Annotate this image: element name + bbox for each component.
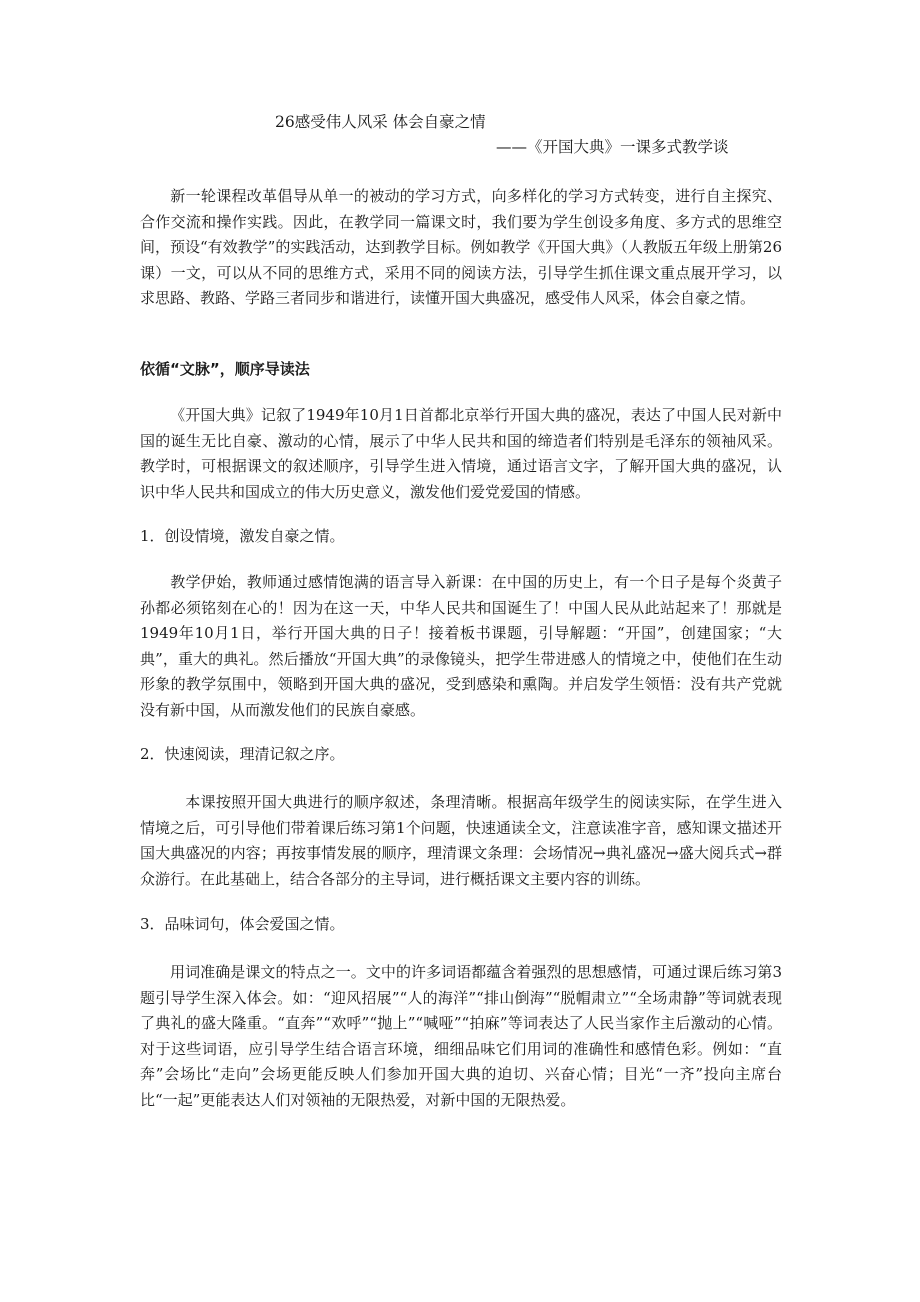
step1-paragraph	[140, 570, 782, 723]
step3-text: 用词准确是课文的特点之一。文中的许多词语都蕴含着强烈的思想感情，可通过课后练习第3题引导学生深入体会。如：“迎风招展”“人的海洋”“排山倒海”“脱帽肃立”“全场肃静”等词就表现了典礼的盛大隆重。“直奔”“欢呼”“抛上”“喊哑”“拍麻”等词表达了人民当家作主后激动的心情。对于这些词语，应引导学生结合语言环境，细细品味它们用词的准确性和感情色彩。例如：“直奔”会场比“走向”会场更能反映人们参加开国大典的迫切、兴奋心情；目光“一齐”投向主席台比“一起”更能表达人们对领袖的无限热爱，对新中国的无限热爱。	[140, 963, 782, 1109]
intro-paragraph	[140, 184, 782, 312]
step3-paragraph	[140, 960, 782, 1113]
step1-heading: 1．创设情境，激发自豪之情。	[140, 527, 345, 545]
step2-heading: 2．快速阅读，理清记叙之序。	[140, 745, 345, 763]
step2-text: 本课按照开国大典进行的顺序叙述，条理清晰。根据高年级学生的阅读实际，在学生进入情境之后，可引导他们带着课后练习第1个问题，快速通读全文，注意读准字音，感知课文描述开国大典盛况的内容；再按事情发展的顺序，理清课文条理：会场情况→典礼盛况→盛大阅兵式→群众游行。在此基础上，结合各部分的主导词，进行概括课文主要内容的训练。	[140, 793, 782, 888]
section-intro-paragraph	[140, 403, 782, 505]
intro-text: 新一轮课程改革倡导从单一的被动的学习方式，向多样化的学习方式转变，进行自主探究、合作交流和操作实践。因此，在教学同一篇课文时，我们要为学生创设多角度、多方式的思维空间，预设“有效教学”的实践活动，达到教学目标。例如教学《开国大典》（人教版五年级上册第26课）一文，可以从不同的思维方式，采用不同的阅读方法，引导学生抓住课文重点展开学习，以求思路、教路、学路三者同步和谐进行，读懂开国大典盛况，感受伟人风采，体会自豪之情。	[140, 187, 782, 307]
section-intro-text: 《开国大典》记叙了1949年10月1日首都北京举行开国大典的盛况，表达了中国人民对新中国的诞生无比自豪、激动的心情，展示了中华人民共和国的缔造者们特别是毛泽东的领袖风采。教学时，可根据课文的叙述顺序，引导学生进入情境，通过语言文字，了解开国大典的盛况，认识中华人民共和国成立的伟大历史意义，激发他们爱党爱国的情感。	[140, 406, 782, 501]
step1-text: 教学伊始，教师通过感情饱满的语言导入新课：在中国的历史上，有一个日子是每个炎黄子孙都必须铭刻在心的！因为在这一天，中华人民共和国诞生了！中国人民从此站起来了！那就是1949年10月1日，举行开国大典的日子！接着板书课题，引导解题：“开国”，创建国家；“大典”，重大的典礼。然后播放“开国大典”的录像镜头，把学生带进感人的情境之中，使他们在生动形象的教学氛围中，领略到开国大典的盛况，受到感染和熏陶。并启发学生领悟：没有共产党就没有新中国，从而激发他们的民族自豪感。	[140, 573, 782, 719]
document-title: 26感受伟人风采 体会自豪之情	[275, 113, 486, 131]
document-subtitle: ——《开国大典》一课多式教学谈	[496, 138, 729, 156]
section-heading: 依循“文脉”，顺序导读法	[140, 360, 310, 378]
step2-paragraph	[140, 790, 782, 892]
step3-heading: 3．品味词句，体会爱国之情。	[140, 915, 345, 933]
